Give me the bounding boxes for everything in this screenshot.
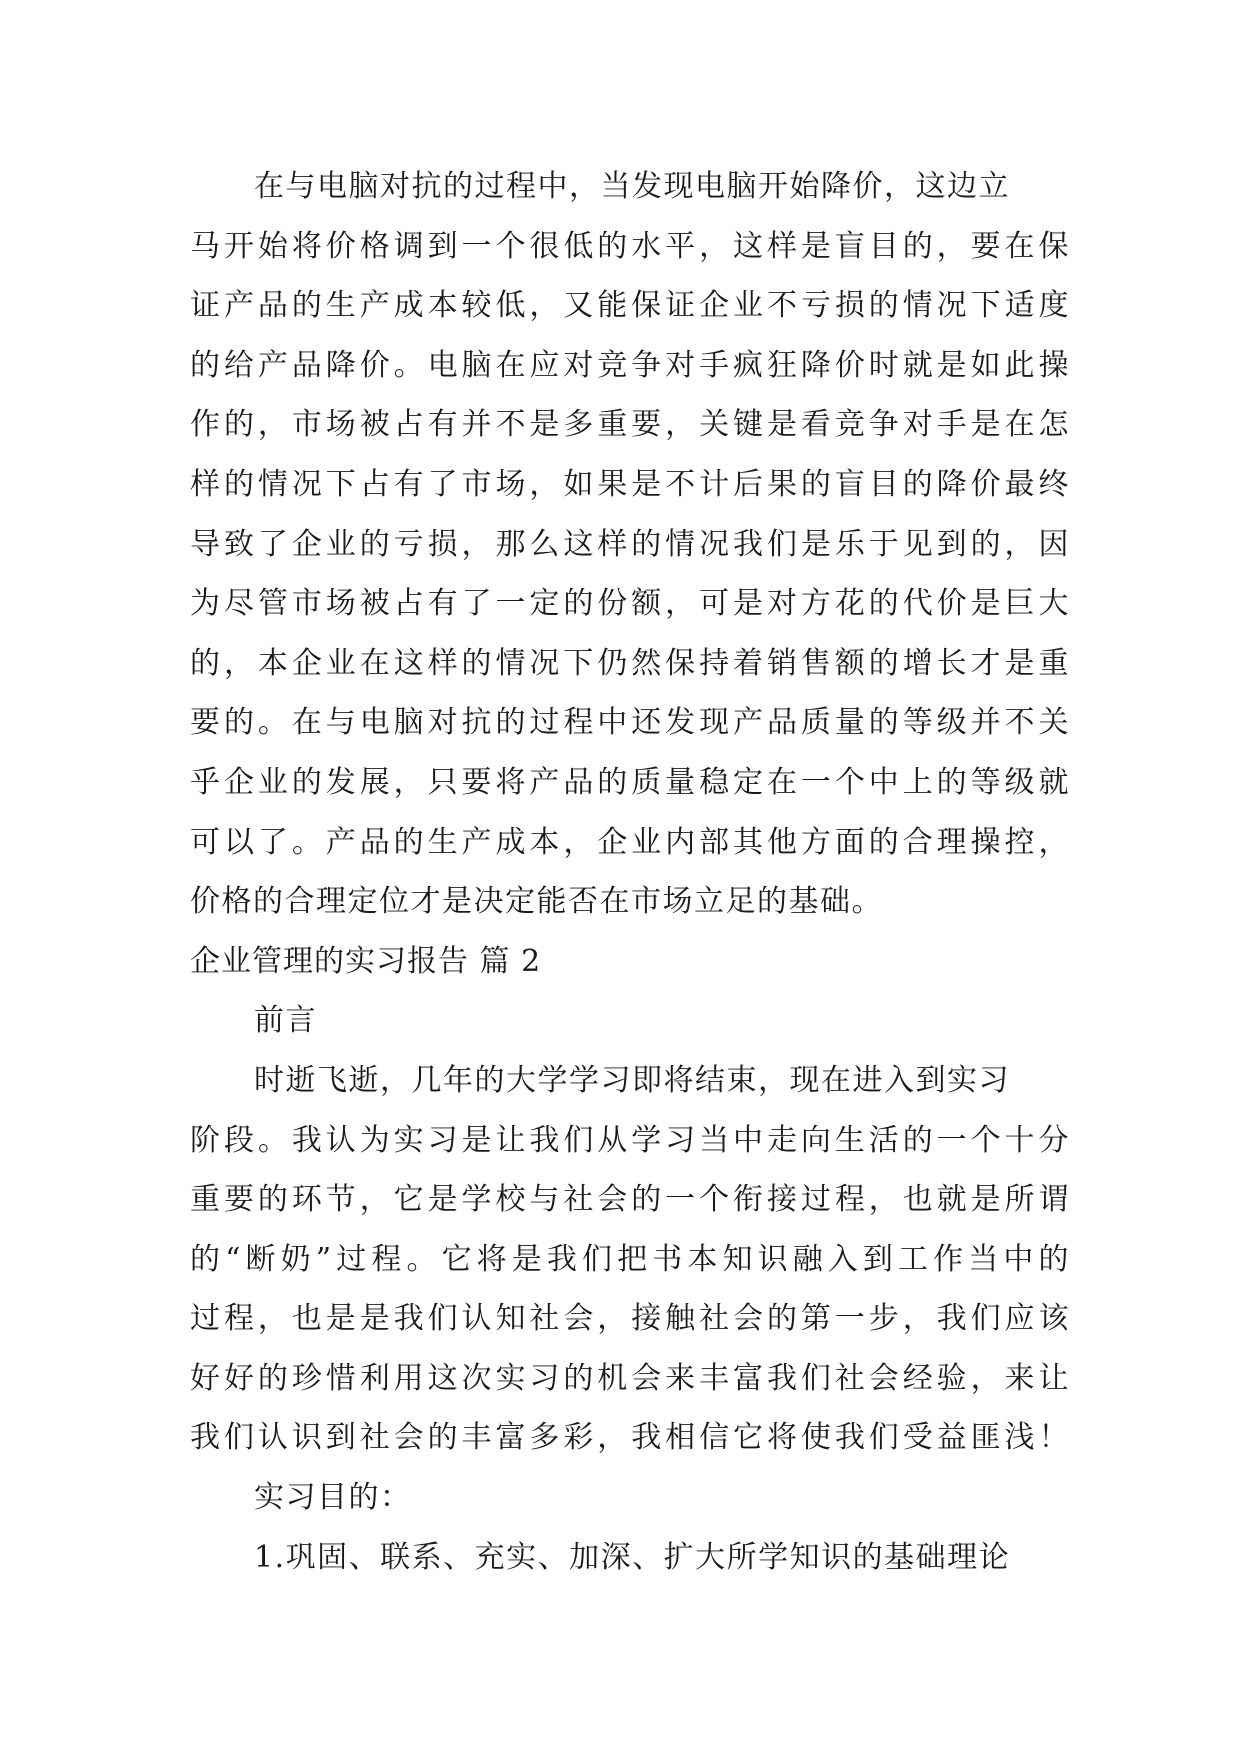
paragraph-line: 的给产品降价。电脑在应对竞争对手疯狂降价时就是如此操 bbox=[190, 347, 1070, 383]
document-body bbox=[190, 157, 1070, 1587]
paragraph-line: 重要的环节，它是学校与社会的一个衔接过程，也就是所谓 bbox=[190, 1182, 1070, 1218]
paragraph-line: 的“断奶”过程。它将是我们把书本知识融入到工作当中的 bbox=[190, 1241, 1070, 1277]
subheading-preface: 前言 bbox=[254, 1003, 317, 1039]
paragraph-line: 可以了。产品的生产成本，企业内部其他方面的合理操控， bbox=[190, 824, 1070, 860]
paragraph-line: 乎企业的发展，只要将产品的质量稳定在一个中上的等级就 bbox=[190, 764, 1070, 800]
paragraph-line: 在与电脑对抗的过程中，当发现电脑开始降价，这边立 bbox=[254, 169, 1010, 204]
paragraph-line: 要的。在与电脑对抗的过程中还发现产品质量的等级并不关 bbox=[190, 705, 1070, 741]
paragraph-line: 导致了企业的亏损，那么这样的情况我们是乐于见到的，因 bbox=[190, 526, 1070, 562]
paragraph-line: 好好的珍惜利用这次实习的机会来丰富我们社会经验，来让 bbox=[190, 1360, 1070, 1396]
list-item: 1.巩固、联系、充实、加深、扩大所学知识的基础理论 bbox=[254, 1539, 1011, 1575]
paragraph-line: 马开始将价格调到一个很低的水平，这样是盲目的，要在保 bbox=[190, 228, 1070, 264]
paragraph-line: 作的，市场被占有并不是多重要，关键是看竞争对手是在怎 bbox=[190, 407, 1070, 443]
subheading-objectives: 实习目的： bbox=[254, 1480, 412, 1516]
paragraph-line: 过程，也是是我们认知社会，接触社会的第一步，我们应该 bbox=[190, 1301, 1070, 1337]
section-heading: 企业管理的实习报告 篇 2 bbox=[190, 943, 542, 979]
paragraph-line: 样的情况下占有了市场，如果是不计后果的盲目的降价最终 bbox=[190, 466, 1070, 502]
paragraph-line: 价格的合理定位才是决定能否在市场立足的基础。 bbox=[190, 884, 883, 920]
paragraph-line: 我们认识到社会的丰富多彩，我相信它将使我们受益匪浅！ bbox=[190, 1420, 1070, 1456]
paragraph-line: 阶段。我认为实习是让我们从学习当中走向生活的一个十分 bbox=[190, 1122, 1070, 1158]
paragraph-line: 为尽管市场被占有了一定的份额，可是对方花的代价是巨大 bbox=[190, 586, 1070, 622]
paragraph-line: 时逝飞逝，几年的大学学习即将结束，现在进入到实习 bbox=[254, 1062, 1010, 1098]
paragraph-line: 的，本企业在这样的情况下仍然保持着销售额的增长才是重 bbox=[190, 645, 1070, 681]
paragraph-line: 证产品的生产成本较低，又能保证企业不亏损的情况下适度 bbox=[190, 288, 1070, 324]
